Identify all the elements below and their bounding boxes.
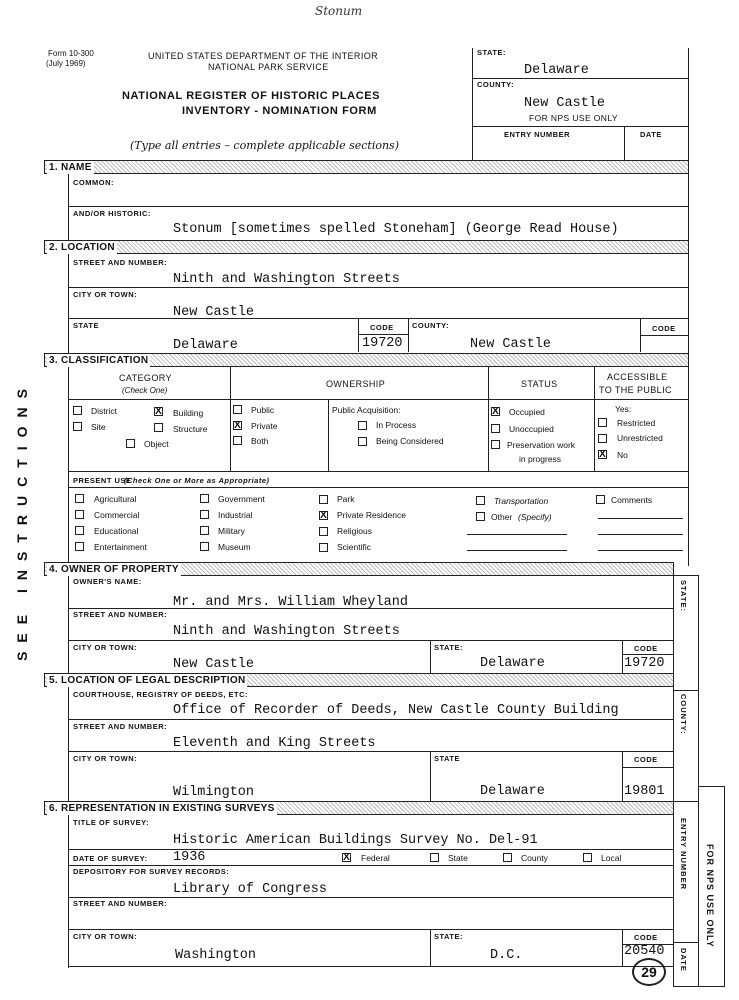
section-3-bar — [44, 353, 689, 367]
margin-state-label: STATE: — [679, 580, 688, 612]
form-title-1: NATIONAL REGISTER OF HISTORIC PLACES — [122, 90, 381, 102]
building-checkbox[interactable]: X — [155, 406, 162, 417]
section-4-bar — [44, 562, 674, 576]
margin-date-label: DATE — [679, 948, 688, 972]
top-date-label: DATE — [640, 130, 662, 139]
county-label: County — [521, 853, 548, 863]
top-state-value: Delaware — [524, 63, 589, 78]
park-checkbox[interactable] — [319, 495, 328, 504]
entertainment-checkbox[interactable] — [75, 542, 84, 551]
owner-name-value: Mr. and Mrs. William Wheyland — [173, 595, 408, 610]
restricted-checkbox[interactable] — [598, 418, 607, 427]
location-city-value: New Castle — [173, 305, 255, 320]
structure-label: Structure — [173, 424, 208, 434]
educational-label: Educational — [94, 526, 139, 536]
survey-street-label: STREET AND NUMBER: — [73, 899, 168, 908]
owner-code-value: 19720 — [624, 656, 665, 671]
depository-label: DEPOSITORY FOR SURVEY RECORDS: — [73, 867, 230, 876]
preservation-checkbox[interactable] — [491, 440, 500, 449]
page-number: 29 — [632, 958, 666, 986]
commercial-checkbox[interactable] — [75, 510, 84, 519]
other-checkbox[interactable] — [476, 512, 485, 521]
owner-state-label: STATE: — [434, 643, 463, 652]
private-checkbox[interactable]: X — [234, 420, 241, 431]
in-process-label: In Process — [376, 420, 417, 430]
location-city-label: CITY OR TOWN: — [73, 290, 138, 299]
district-label: District — [91, 406, 117, 416]
local-checkbox[interactable] — [583, 853, 592, 862]
structure-checkbox[interactable] — [154, 423, 163, 432]
both-checkbox[interactable] — [233, 436, 242, 445]
yes-label: Yes: — [615, 404, 632, 414]
unoccupied-checkbox[interactable] — [491, 424, 500, 433]
comments-label: Comments — [611, 495, 653, 505]
section-5-title: 5. LOCATION OF LEGAL DESCRIPTION — [49, 675, 246, 686]
section-6-title: 6. REPRESENTATION IN EXISTING SURVEYS — [49, 803, 275, 814]
restricted-label: Restricted — [617, 418, 656, 428]
location-county-value: New Castle — [470, 337, 552, 352]
other-label: Other — [491, 512, 513, 522]
state-label: State — [448, 853, 468, 863]
museum-label: Museum — [218, 542, 251, 552]
religious-checkbox[interactable] — [319, 527, 328, 536]
courthouse-value: Office of Recorder of Deeds, New Castle County Building — [173, 703, 619, 718]
access-header-2: TO THE PUBLIC — [599, 385, 672, 395]
margin-nps-label: FOR NPS USE ONLY — [705, 844, 715, 948]
state-checkbox[interactable] — [430, 853, 439, 862]
section-1-bar — [44, 160, 689, 174]
building-label: Building — [173, 408, 204, 418]
historic-value: Stonum [sometimes spelled Stoneham] (George Read House) — [173, 222, 619, 237]
location-code2-label: CODE — [652, 324, 676, 333]
entertainment-label: Entertainment — [94, 542, 147, 552]
agricultural-checkbox[interactable] — [75, 494, 84, 503]
educational-checkbox[interactable] — [75, 526, 84, 535]
survey-state-label: STATE: — [434, 932, 463, 941]
public-label: Public — [251, 405, 275, 415]
margin-entry-label: ENTRY NUMBER — [679, 818, 688, 891]
form-date: (July 1969) — [46, 59, 86, 68]
no-checkbox[interactable]: X — [599, 449, 606, 460]
occupied-checkbox[interactable]: X — [492, 406, 499, 417]
specify-label: (Specify) — [518, 512, 552, 522]
common-label: COMMON: — [73, 178, 114, 187]
legal-street-value: Eleventh and King Streets — [173, 736, 376, 751]
legal-city-value: Wilmington — [173, 785, 255, 800]
unrestricted-checkbox[interactable] — [598, 434, 607, 443]
top-county-value: New Castle — [524, 96, 606, 111]
owner-city-value: New Castle — [173, 657, 255, 672]
preservation-label: Preservation work — [507, 440, 576, 450]
instructions: (Type all entries – complete applicable sections) — [130, 139, 399, 152]
government-label: Government — [218, 494, 265, 504]
legal-state-label: STATE — [434, 754, 460, 763]
government-checkbox[interactable] — [200, 494, 209, 503]
industrial-label: Industrial — [218, 510, 253, 520]
survey-title-label: TITLE OF SURVEY: — [73, 818, 150, 827]
religious-label: Religious — [337, 526, 372, 536]
access-header-1: ACCESSIBLE — [607, 372, 668, 382]
top-county-label: COUNTY: — [477, 80, 515, 89]
survey-date-value: 1936 — [173, 850, 206, 865]
public-checkbox[interactable] — [233, 405, 242, 414]
present-use-sub: (Check One or More as Appropriate) — [124, 476, 270, 485]
owner-code-label: CODE — [634, 644, 658, 653]
top-entry-label: ENTRY NUMBER — [504, 130, 571, 139]
commercial-label: Commercial — [94, 510, 140, 520]
acquisition-label: Public Acquisition: — [332, 405, 401, 415]
survey-state-value: D.C. — [490, 948, 523, 963]
survey-date-label: DATE OF SURVEY: — [73, 854, 148, 863]
transportation-label: Transportation — [494, 496, 549, 506]
district-checkbox[interactable] — [73, 406, 82, 415]
location-street-value: Ninth and Washington Streets — [173, 272, 400, 287]
private-label: Private — [251, 421, 278, 431]
side-instructions: SEE INSTRUCTIONS — [14, 380, 30, 661]
location-code-label: CODE — [370, 323, 394, 332]
agricultural-label: Agricultural — [94, 494, 137, 504]
depository-value: Library of Congress — [173, 882, 327, 897]
both-label: Both — [251, 436, 269, 446]
category-header: CATEGORY — [119, 373, 172, 383]
top-state-label: STATE: — [477, 48, 506, 57]
historic-label: AND/OR HISTORIC: — [73, 209, 151, 218]
unoccupied-label: Unoccupied — [509, 424, 554, 434]
survey-code-label: CODE — [634, 933, 658, 942]
occupied-label: Occupied — [509, 407, 545, 417]
survey-title-value: Historic American Buildings Survey No. Del-91 — [173, 833, 538, 848]
park-label: Park — [337, 494, 355, 504]
legal-street-label: STREET AND NUMBER: — [73, 722, 168, 731]
owner-state-value: Delaware — [480, 656, 545, 671]
being-considered-checkbox[interactable] — [358, 437, 367, 446]
form-title-2: INVENTORY - NOMINATION FORM — [182, 105, 377, 117]
site-label: Site — [91, 422, 106, 432]
location-state-value: Delaware — [173, 338, 238, 353]
location-county-label: COUNTY: — [412, 321, 450, 330]
legal-state-value: Delaware — [480, 784, 545, 799]
owner-name-label: OWNER'S NAME: — [73, 577, 142, 586]
section-2-bar — [44, 240, 689, 254]
in-progress-label: in progress — [519, 454, 562, 464]
annotation-handwritten: Stonum — [315, 4, 363, 18]
survey-code-value: 20540 — [624, 944, 665, 959]
site-checkbox[interactable] — [73, 422, 82, 431]
owner-street-value: Ninth and Washington Streets — [173, 624, 400, 639]
object-checkbox[interactable] — [126, 439, 135, 448]
legal-code-value: 19801 — [624, 784, 665, 799]
survey-city-value: Washington — [175, 948, 257, 963]
ownership-header: OWNERSHIP — [326, 379, 386, 389]
form-number: Form 10-300 — [48, 49, 94, 58]
dept-name: UNITED STATES DEPARTMENT OF THE INTERIOR — [148, 51, 379, 61]
museum-checkbox[interactable] — [200, 542, 209, 551]
section-4-title: 4. OWNER OF PROPERTY — [49, 564, 179, 575]
scientific-checkbox[interactable] — [319, 543, 328, 552]
federal-label: Federal — [361, 853, 390, 863]
county-checkbox[interactable] — [503, 853, 512, 862]
owner-city-label: CITY OR TOWN: — [73, 643, 138, 652]
object-label: Object — [144, 439, 169, 449]
location-code-value: 19720 — [362, 336, 403, 351]
comments-checkbox[interactable] — [596, 495, 605, 504]
section-5-bar — [44, 673, 674, 687]
present-use-label: PRESENT USE — [73, 476, 132, 485]
section-3-title: 3. CLASSIFICATION — [49, 355, 149, 366]
transportation-checkbox[interactable] — [476, 496, 485, 505]
scientific-label: Scientific — [337, 542, 372, 552]
private-residence-label: Private Residence — [337, 510, 406, 520]
unrestricted-label: Unrestricted — [617, 433, 663, 443]
courthouse-label: COURTHOUSE, REGISTRY OF DEEDS, ETC: — [73, 690, 249, 699]
local-label: Local — [601, 853, 622, 863]
legal-code-label: CODE — [634, 755, 658, 764]
status-header: STATUS — [521, 379, 558, 389]
location-street-label: STREET AND NUMBER: — [73, 258, 168, 267]
section-2-title: 2. LOCATION — [49, 242, 115, 253]
private-residence-checkbox[interactable]: X — [320, 510, 327, 521]
survey-city-label: CITY OR TOWN: — [73, 932, 138, 941]
being-considered-label: Being Considered — [376, 436, 444, 446]
legal-city-label: CITY OR TOWN: — [73, 754, 138, 763]
industrial-checkbox[interactable] — [200, 510, 209, 519]
section-6-bar — [44, 801, 674, 815]
owner-street-label: STREET AND NUMBER: — [73, 610, 168, 619]
top-nps-label: FOR NPS USE ONLY — [529, 113, 618, 123]
military-checkbox[interactable] — [200, 526, 209, 535]
military-label: Military — [218, 526, 245, 536]
margin-county-label: COUNTY: — [679, 694, 688, 735]
in-process-checkbox[interactable] — [358, 421, 367, 430]
no-label: No — [617, 450, 628, 460]
section-1-title: 1. NAME — [49, 162, 92, 173]
location-state-label: STATE — [73, 321, 99, 330]
service-name: NATIONAL PARK SERVICE — [208, 62, 329, 72]
category-sub: (Check One) — [122, 386, 168, 395]
federal-checkbox[interactable]: X — [343, 852, 350, 863]
